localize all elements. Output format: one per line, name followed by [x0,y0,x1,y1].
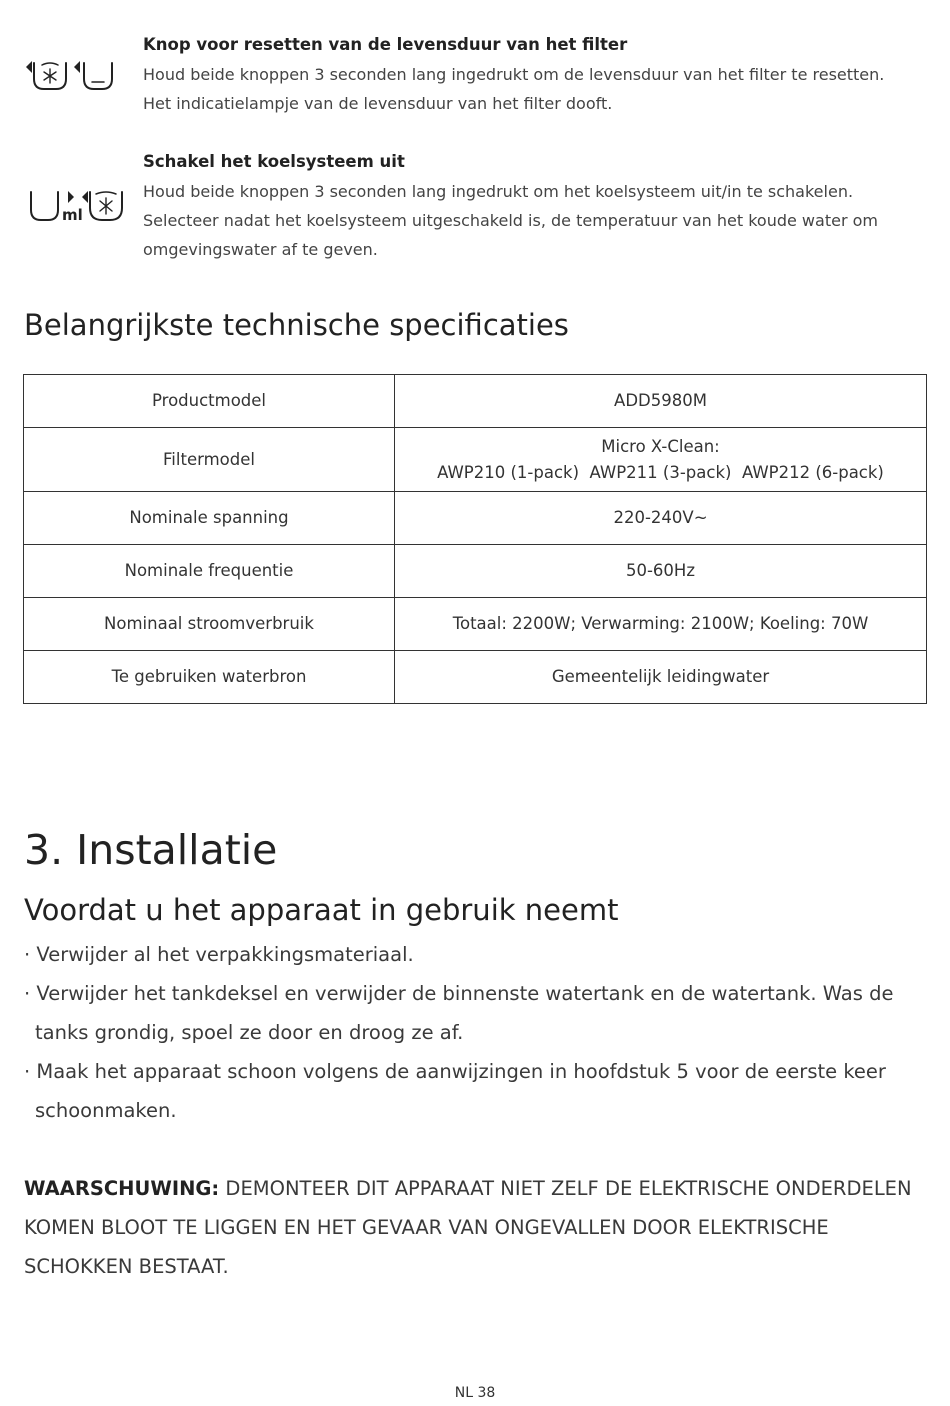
spec-label: Nominale frequentie [24,545,395,598]
table-row [24,492,927,545]
section-title: 3. Installatie [24,826,278,874]
table-row [24,598,927,651]
warning-label: WAARSCHUWING: [24,1177,220,1200]
table-row [24,375,927,428]
spec-label: Productmodel [24,375,395,428]
warning-text: DEMONTEER DIT APPARAAT NIET ZELF DE ELEKTRISCHE ONDERDELEN KOMEN BLOOT TE LIGGEN EN HET GEVAAR VAN ONGEVALLEN DOOR ELEKTRISCHE SCHOKKEN BESTAAT. [24,1177,912,1278]
spec-label: Nominaal stroomverbruik [24,598,395,651]
ml-label: ml [62,206,83,224]
table-row [24,651,927,704]
instruction-text: Houd beide knoppen 3 seconden lang ingedrukt om het koelsysteem uit/in te schakelen. Selecteer nadat het koelsysteem uitgeschakeld is, de temperatuur van het koude water om omgevingswater af te geven. [143,182,878,259]
spec-value: Micro X-Clean: AWP210 (1-pack) AWP211 (3-pack) AWP212 (6-pack) [395,428,927,492]
spec-label: Filtermodel [24,428,395,492]
table-row [24,428,927,492]
spec-label: Nominale spanning [24,492,395,545]
spec-value: ADD5980M [395,375,927,428]
spec-label: Te gebruiken waterbron [24,651,395,704]
spec-value: Totaal: 2200W; Verwarming: 2100W; Koeling: 70W [395,598,927,651]
spec-value: 50-60Hz [395,545,927,598]
instruction-text: Houd beide knoppen 3 seconden lang ingedrukt om de levensduur van het filter te resetten. Het indicatielampje van de levensduur van het filter dooft. [143,65,885,113]
instruction-title: Schakel het koelsysteem uit [143,152,405,171]
warning-notice [24,1169,934,1286]
page-number: NL 38 [454,1385,496,1401]
cold-water-and-water-button-icons [24,55,116,95]
table-row [24,545,927,598]
spec-value: Gemeentelijk leidingwater [395,651,927,704]
list-item: · Verwijder al het verpakkingsmateriaal. [24,943,414,966]
specs-heading: Belangrijkste technische specificaties [24,308,569,342]
list-item: · Verwijder het tankdeksel en verwijder de binnenste watertank en de watertank. Was de tanks grondig, spoel ze door en droog ze af. [24,982,894,1044]
spec-value: 220-240V~ [395,492,927,545]
preparation-list [24,935,929,1130]
list-item: · Maak het apparaat schoon volgens de aanwijzingen in hoofdstuk 5 voor de eerste keer schoonmaken. [24,1060,886,1122]
section-subtitle: Voordat u het apparaat in gebruik neemt [24,893,619,927]
specs-table [23,374,927,704]
instruction-title: Knop voor resetten van de levensduur van het filter [143,35,628,54]
